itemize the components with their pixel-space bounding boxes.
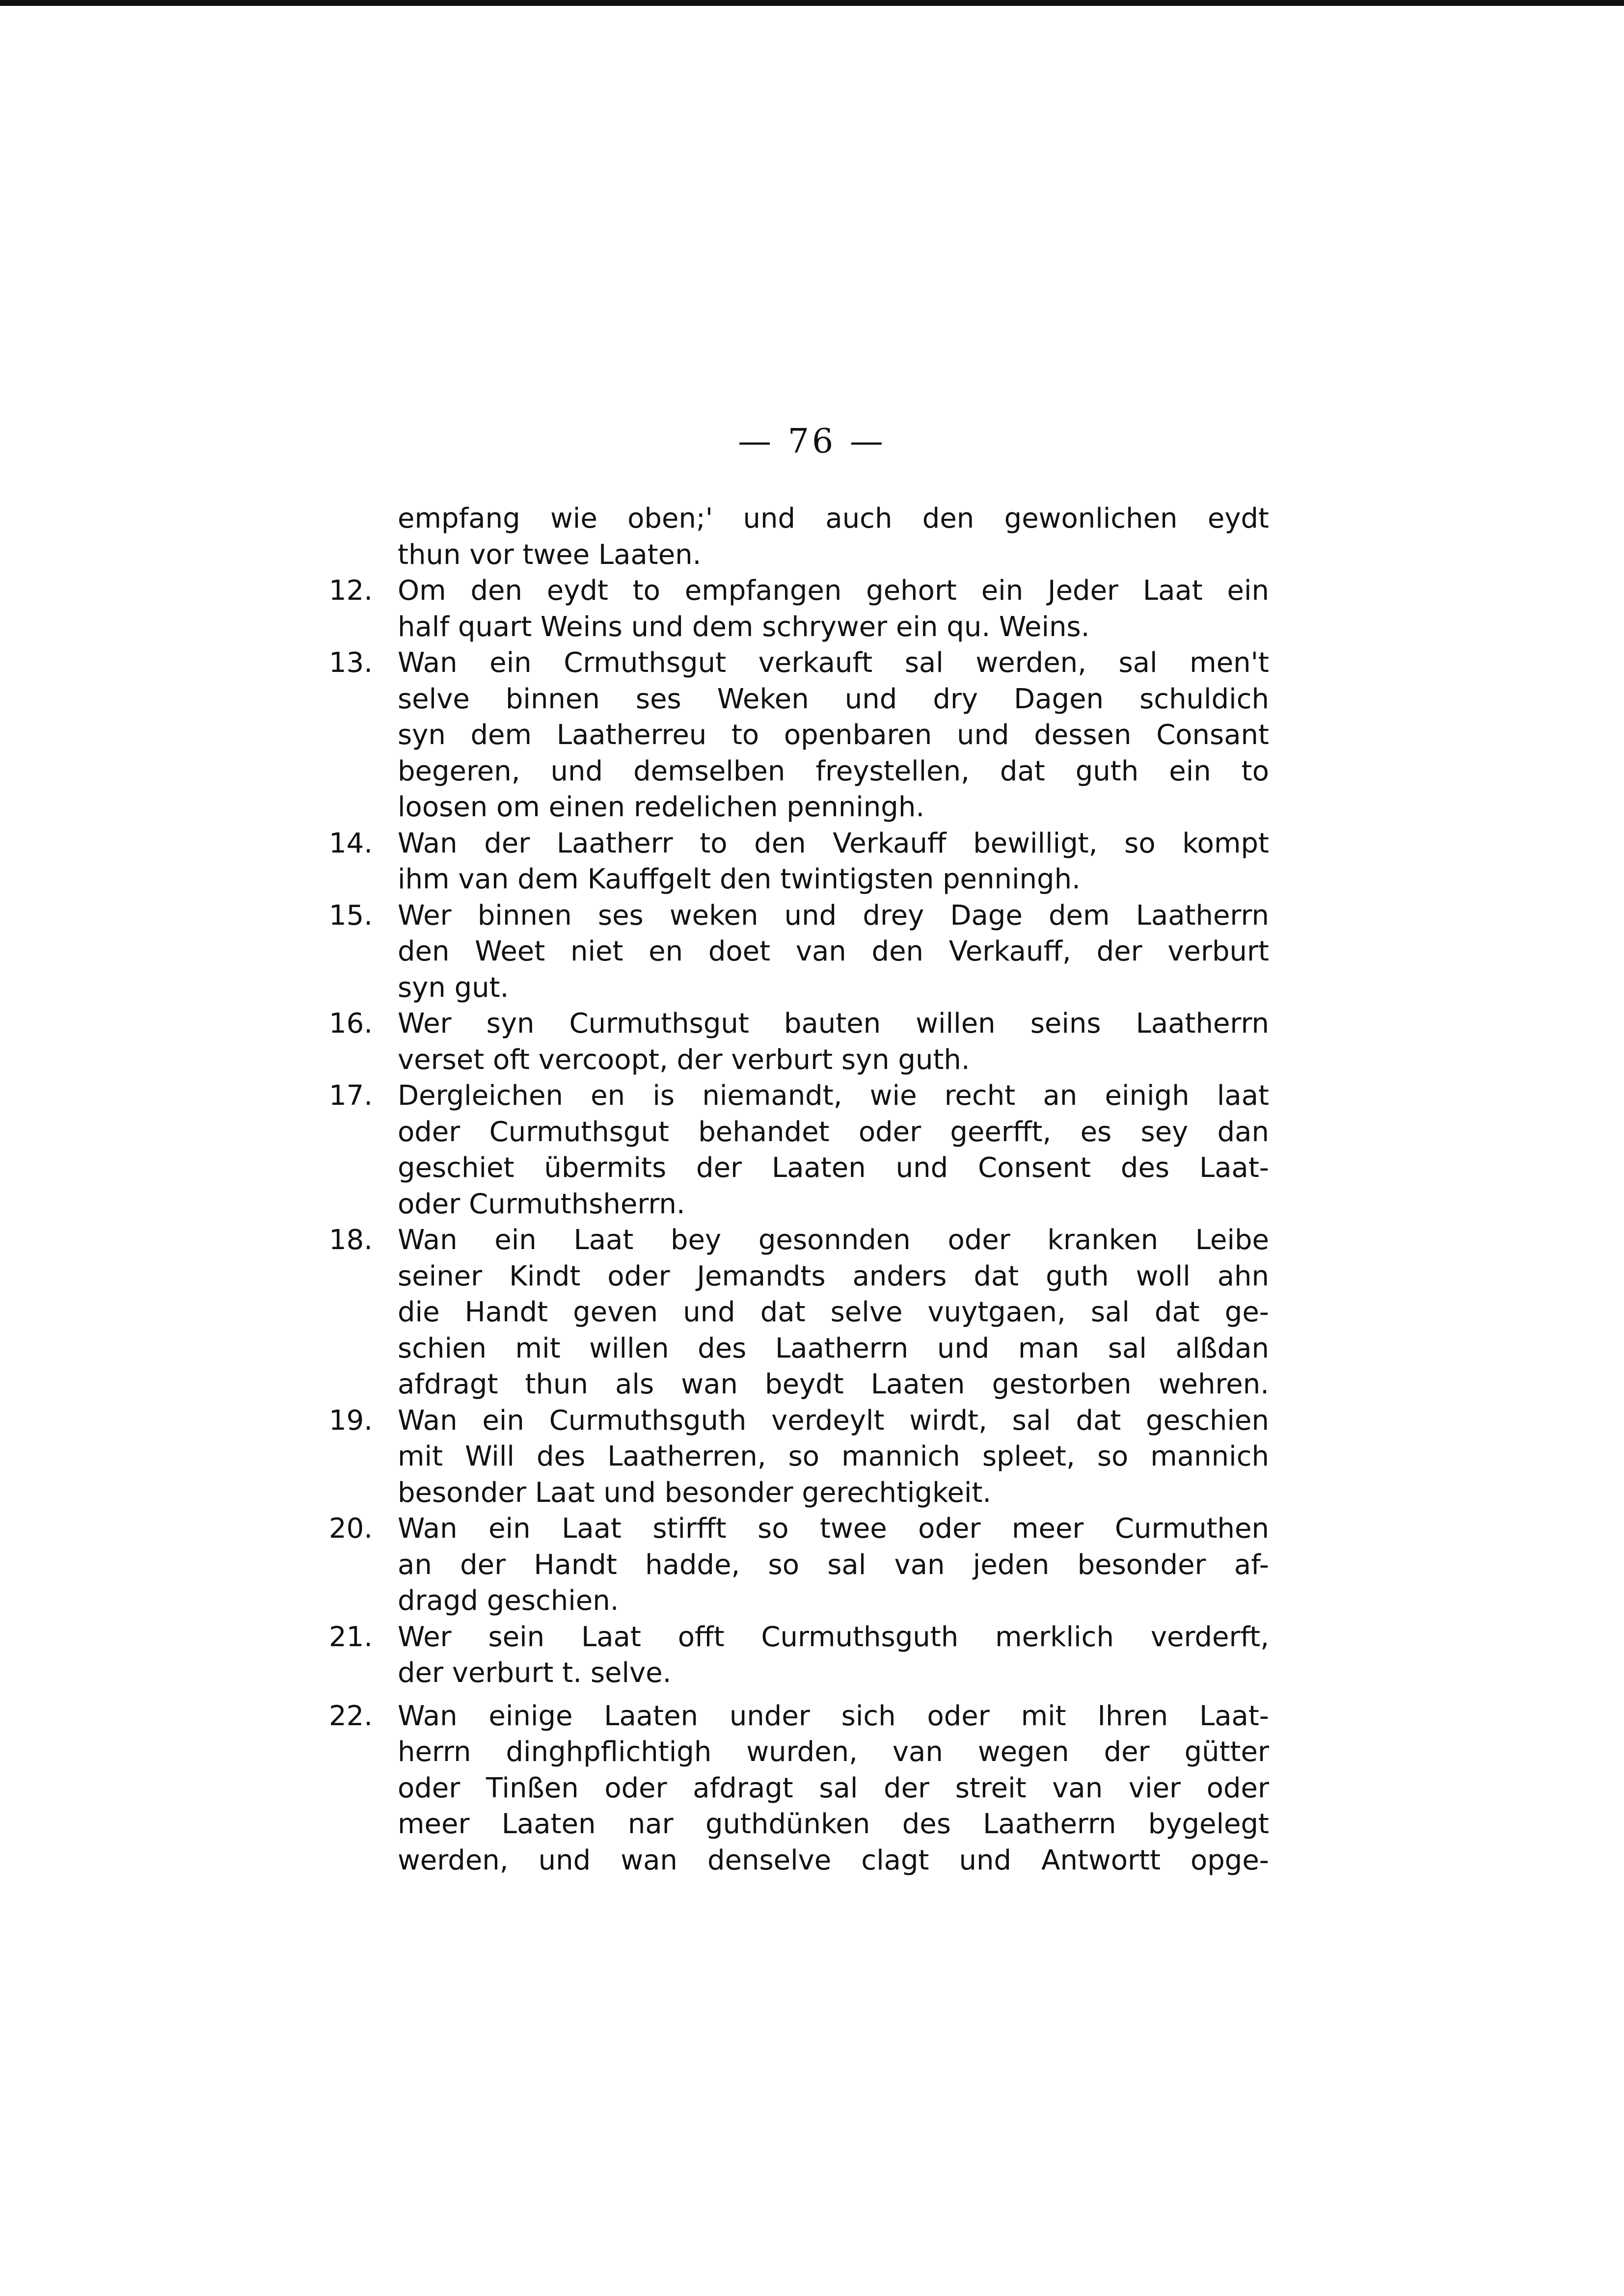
text-line: thun vor twee Laaten.: [398, 538, 702, 571]
document-body: [329, 501, 1269, 1878]
entry-number: 13.: [329, 647, 373, 679]
text-line: afdragt thun als wan beydt Laaten gestorben wehren.: [398, 1368, 1269, 1400]
text-line: Wan der Laatherr to den Verkauff bewilligt, so kompt: [398, 827, 1269, 859]
entry-16: [329, 1006, 1269, 1078]
entry-number: 19.: [329, 1404, 373, 1437]
entry-number: 22.: [329, 1700, 373, 1732]
text-line: oder Tinßen oder afdragt sal der streit van vier oder: [398, 1772, 1269, 1804]
entry-13: [329, 645, 1269, 826]
text-line: Wan ein Crmuthsgut verkauft sal werden, sal men't: [398, 647, 1269, 679]
text-line: Om den eydt to empfangen gehort ein Jeder Laat ein: [398, 575, 1269, 607]
text-line: oder Curmuthsgut behandet oder geerfft, es sey dan: [398, 1116, 1269, 1148]
text-line: schien mit willen des Laatherrn und man sal alßdan: [398, 1332, 1269, 1364]
text-line: Wan ein Laat bey gesonnden oder kranken Leibe: [398, 1224, 1269, 1256]
text-line: Wan einige Laaten under sich oder mit Ihren Laat-: [398, 1700, 1269, 1732]
entry-number: 17.: [329, 1080, 373, 1112]
paragraph-gap: [398, 1691, 1269, 1698]
continuation-paragraph: [398, 501, 1269, 573]
entry-number: 20.: [329, 1513, 373, 1545]
text-line: empfang wie oben;' und auch den gewonlichen eydt: [398, 503, 1269, 534]
text-line: herrn dinghpflichtigh wurden, van wegen der gütter: [398, 1736, 1269, 1768]
text-line: geschiet übermits der Laaten und Consent des Laat-: [398, 1152, 1269, 1184]
text-line: selve binnen ses Weken und dry Dagen schuldich: [398, 683, 1269, 715]
text-line: Wer sein Laat offt Curmuthsguth merklich verderft,: [398, 1621, 1269, 1653]
text-line: Wer binnen ses weken und drey Dage dem Laatherrn: [398, 899, 1269, 932]
text-line: besonder Laat und besonder gerechtigkeit.: [398, 1476, 992, 1509]
entry-20: [329, 1511, 1269, 1619]
text-line: syn gut.: [398, 971, 509, 1004]
entry-number: 16.: [329, 1008, 373, 1040]
text-line: ihm van dem Kauffgelt den twintigsten penningh.: [398, 863, 1081, 895]
text-line: Wan ein Laat stirfft so twee oder meer Curmuthen: [398, 1513, 1269, 1545]
entry-22: [329, 1698, 1269, 1879]
text-line: Dergleichen en is niemandt, wie recht an einigh laat: [398, 1080, 1269, 1112]
entry-number: 21.: [329, 1621, 373, 1653]
entry-15: [329, 898, 1269, 1006]
text-line: der verburt t. selve.: [398, 1657, 672, 1689]
entry-number: 18.: [329, 1224, 373, 1256]
text-line: werden, und wan denselve clagt und Antwortt opge-: [398, 1844, 1269, 1876]
entry-12: [329, 573, 1269, 645]
text-line: die Handt geven und dat selve vuytgaen, sal dat ge-: [398, 1296, 1269, 1328]
text-line: loosen om einen redelichen penningh.: [398, 791, 925, 823]
page-number: — 76 —: [738, 422, 886, 461]
text-line: mit Will des Laatherren, so mannich spleet, so mannich: [398, 1441, 1269, 1472]
text-line: Wer syn Curmuthsgut bauten willen seins Laatherrn: [398, 1008, 1269, 1040]
text-line: begeren, und demselben freystellen, dat guth ein to: [398, 755, 1269, 787]
entry-21: [329, 1619, 1269, 1691]
text-line: dragd geschien.: [398, 1585, 619, 1617]
text-line: verset oft vercoopt, der verburt syn guth.: [398, 1043, 970, 1076]
entry-17: [329, 1078, 1269, 1222]
text-line: Wan ein Curmuthsguth verdeylt wirdt, sal dat geschien: [398, 1404, 1269, 1437]
entry-18: [329, 1222, 1269, 1403]
text-line: an der Handt hadde, so sal van jeden besonder af-: [398, 1548, 1269, 1581]
entry-number: 15.: [329, 899, 373, 932]
scan-top-border: [0, 0, 1624, 6]
entry-number: 14.: [329, 827, 373, 859]
text-line: syn dem Laatherreu to openbaren und dessen Consant: [398, 719, 1269, 751]
entry-19: [329, 1403, 1269, 1511]
text-line: oder Curmuthsherrn.: [398, 1188, 685, 1220]
text-line: den Weet niet en doet van den Verkauff, der verburt: [398, 935, 1269, 967]
entry-number: 12.: [329, 575, 373, 607]
entry-14: [329, 826, 1269, 898]
text-line: half quart Weins und dem schrywer ein qu. Weins.: [398, 611, 1090, 643]
text-line: seiner Kindt oder Jemandts anders dat guth woll ahn: [398, 1260, 1269, 1292]
text-line: meer Laaten nar guthdünken des Laatherrn bygelegt: [398, 1808, 1269, 1840]
